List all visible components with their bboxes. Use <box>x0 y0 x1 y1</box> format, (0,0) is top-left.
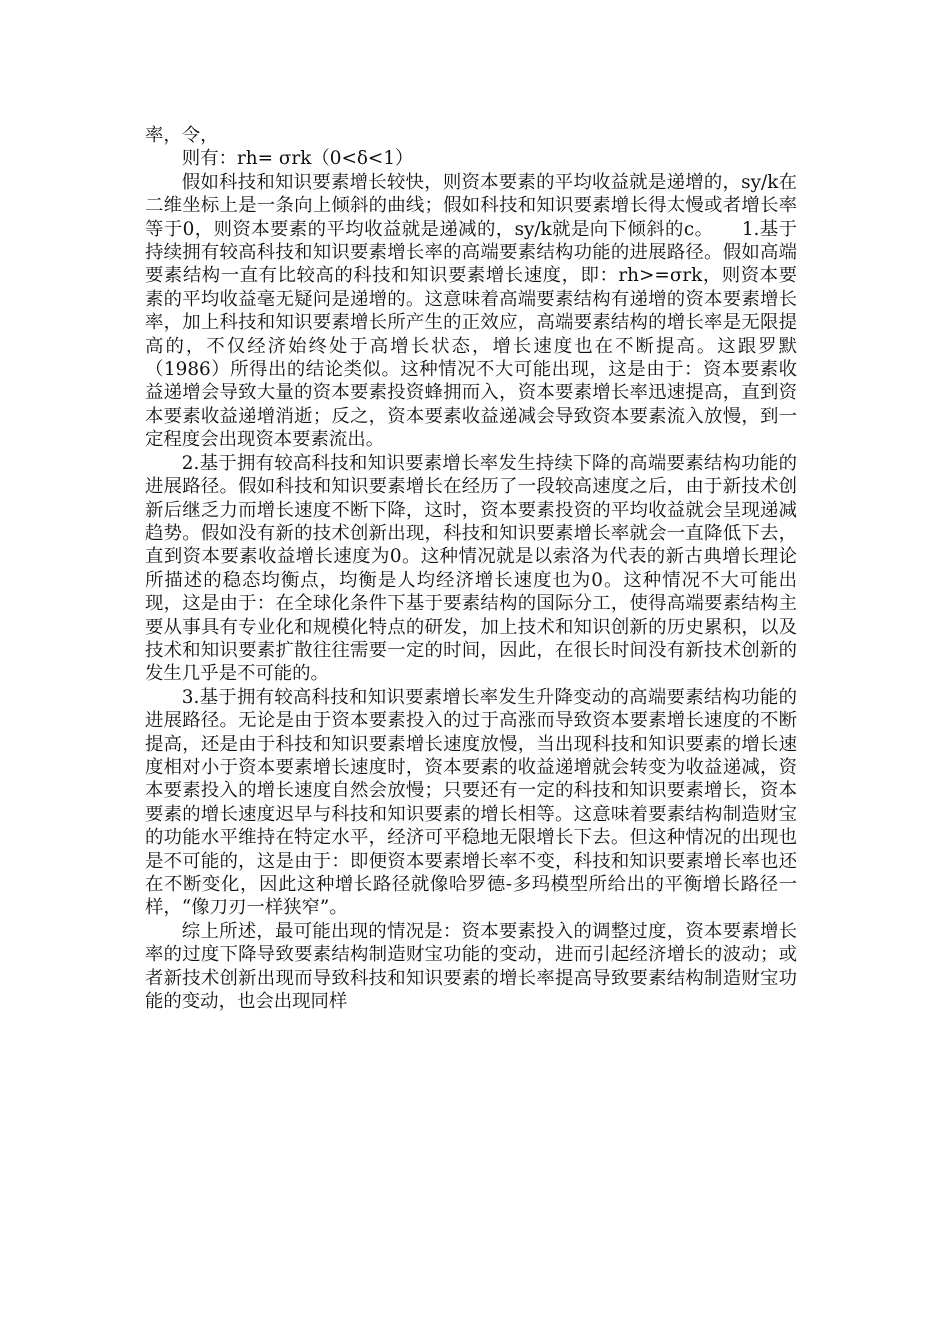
paragraph-summary: 综上所述，最可能出现的情况是：资本要素投入的调整过度，资本要素增长率的过度下降导致要素结构制造财宝功能的变动，进而引起经济增长的波动；或者新技术创新出现而导致科技和知识要素的增长率提高导致要素结构制造财宝功能的变动，也会出现同样 <box>145 920 797 1013</box>
paragraph-formula: 则有：rh= σrk（0<δ<1） <box>181 148 414 170</box>
paragraph-path-2: 2.基于拥有较高科技和知识要素增长率发生持续下降的高端要素结构功能的进展路径。假如科技和知识要素增长在经历了一段较高速度之后，由于新技术创新后继乏力而增长速度不断下降，这时，资本要素投资的平均收益就会呈现递减趋势。假如没有新的技术创新出现，科技和知识要素增长率就会一直降低下去，直到资本要素收益增长速度为0。这种情况就是以索洛为代表的新古典增长理论所描述的稳态均衡点，均衡是人均经济增长速度也为0。这种情况不大可能出现，这是由于：在全球化条件下基于要素结构的国际分工，使得高端要素结构主要从事具有专业化和规模化特点的研发，加上技术和知识创新的历史累积，以及技术和知识要素扩散往往需要一定的时间，因此，在很长时间没有新技术创新的发生几乎是不可能的。 <box>145 452 797 685</box>
paragraph-continuation: 率，令， <box>145 125 219 146</box>
paragraph-path-3: 3.基于拥有较高科技和知识要素增长率发生升降变动的高端要素结构功能的进展路径。无论是由于资本要素投入的过于高涨而导致资本要素增长速度的不断提高，还是由于科技和知识要素增长速度放慢，当出现科技和知识要素的增长速度相对小于资本要素增长速度时，资本要素的收益递增就会转变为收益递减，资本要素投入的增长速度自然会放慢；只要还有一定的科技和知识要素增长，资本要素的增长速度迟早与科技和知识要素的增长相等。这意味着要素结构制造财宝的功能水平维持在特定水平，经济可平稳地无限增长下去。但这种情况的出现也是不可能的，这是由于：即便资本要素增长率不变，科技和知识要素增长率也还在不断变化，因此这种增长路径就像哈罗德-多玛模型所给出的平衡增长路径一样，“像刀刃一样狭窄”。 <box>145 686 797 919</box>
document-body <box>145 124 797 1013</box>
paragraph-path-1: 假如科技和知识要素增长较快，则资本要素的平均收益就是递增的，sy/k在二维坐标上是一条向上倾斜的曲线；假如科技和知识要素增长得太慢或者增长率等于0，则资本要素的平均收益就是递减的，sy/k就是向下倾斜的c。 1.基于持续拥有较高科技和知识要素增长率的高端要素结构功能的进展路径。假如高端要素结构一直有比较高的科技和知识要素增长速度，即：rh>=σrk，则资本要素的平均收益毫无疑问是递增的。这意味着高端要素结构有递增的资本要素增长率，加上科技和知识要素增长所产生的正效应，高端要素结构的增长率是无限提高的，不仅经济始终处于高增长状态，增长速度也在不断提高。这跟罗默（1986）所得出的结论类似。这种情况不大可能出现，这是由于：资本要素收益递增会导致大量的资本要素投资蜂拥而入，资本要素增长率迅速提高，直到资本要素收益递增消逝；反之，资本要素收益递减会导致资本要素流入放慢，到一定程度会出现资本要素流出。 <box>145 171 797 451</box>
